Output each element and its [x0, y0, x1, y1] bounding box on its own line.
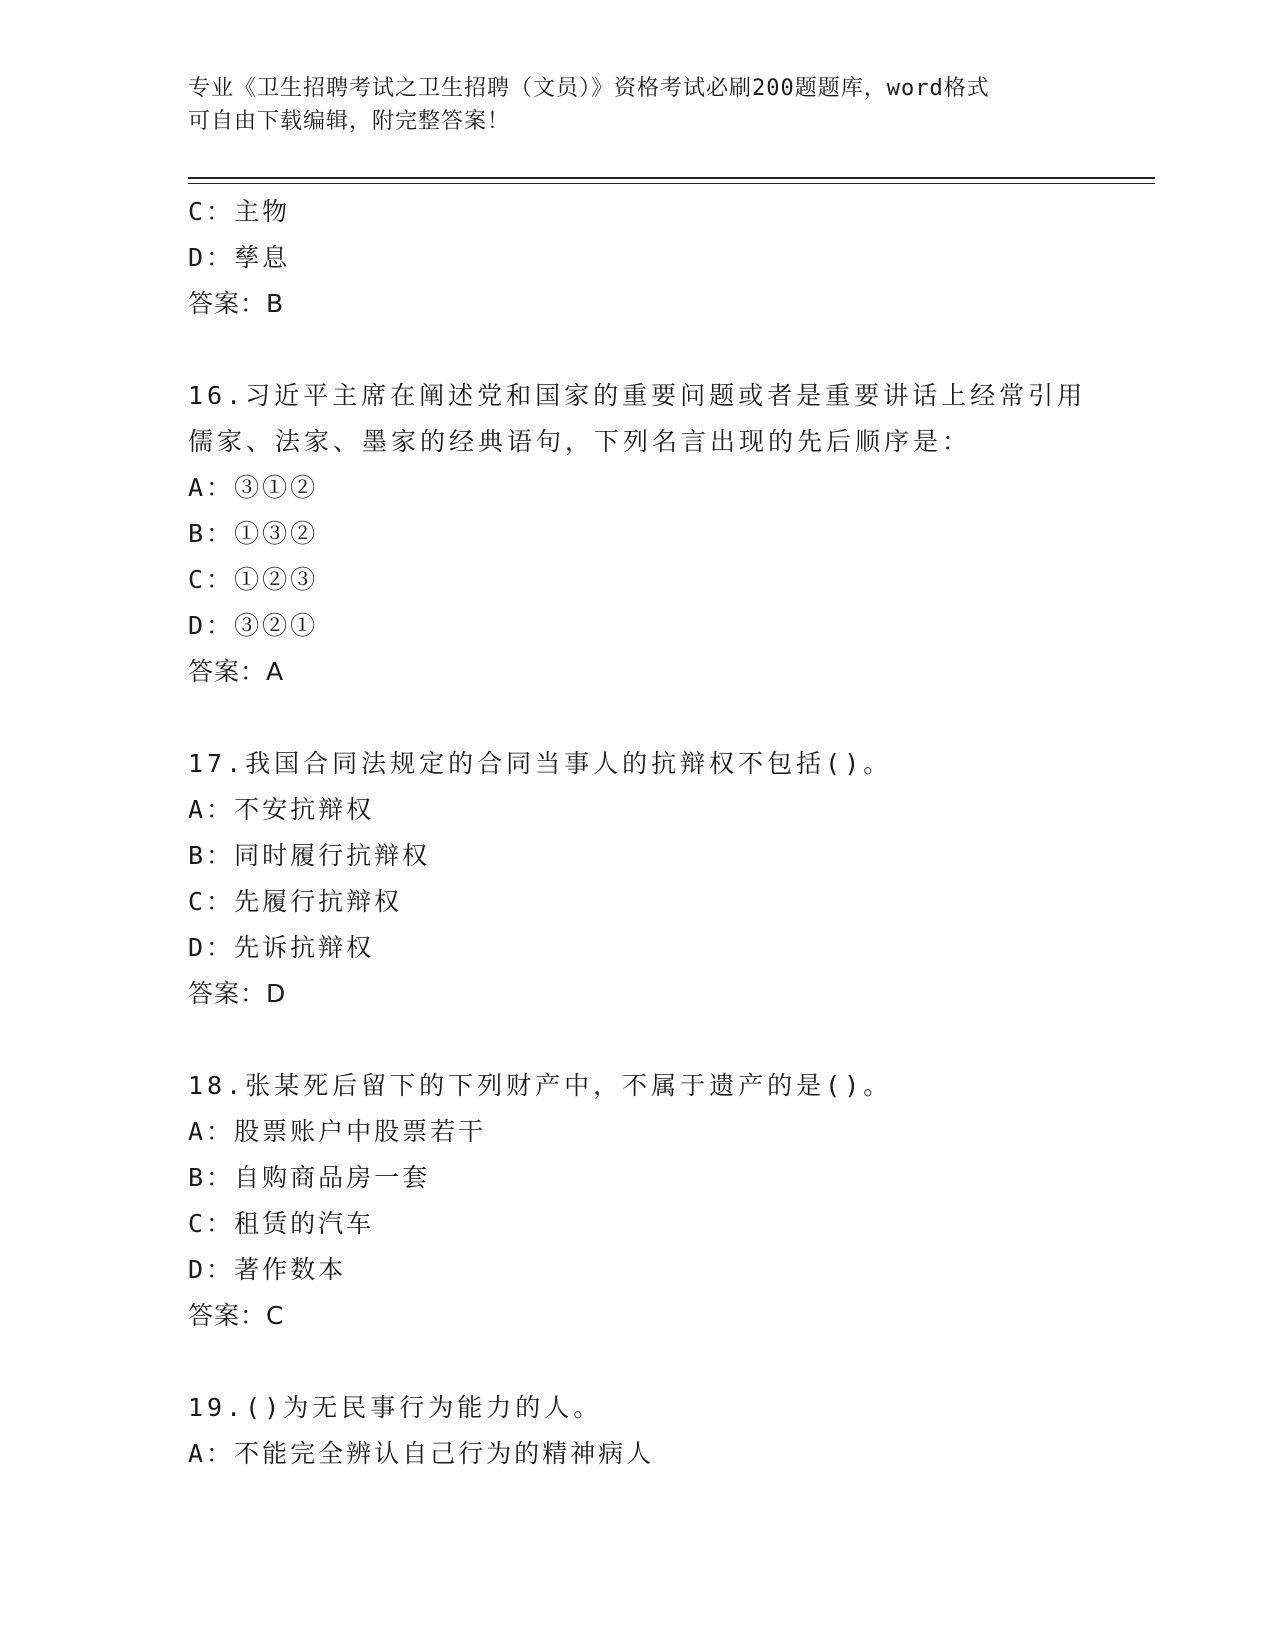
option-d	[188, 1247, 1118, 1293]
spacer	[188, 695, 1118, 741]
option-label: D：	[188, 933, 235, 962]
option-text: ①②③	[234, 565, 319, 594]
option-text: 租赁的汽车	[234, 1209, 375, 1238]
option-label: B：	[188, 519, 235, 548]
answer-line: 答案：B	[188, 289, 285, 318]
option-text: ③②①	[234, 611, 319, 640]
header-title-line-1: 专业《卫生招聘考试之卫生招聘（文员）》资格考试必刷200题题库，word格式	[188, 76, 990, 101]
option-d	[188, 603, 1118, 649]
question-stem: 17.我国合同法规定的合同当事人的抗辩权不包括()。	[188, 749, 893, 778]
option-text: 同时履行抗辩权	[234, 841, 431, 870]
option-text: 主物	[234, 197, 291, 226]
option-text: 不安抗辩权	[234, 795, 375, 824]
spacer	[188, 1339, 1118, 1385]
question-18	[188, 1063, 1118, 1339]
option-c	[188, 879, 1118, 925]
option-a	[188, 465, 1118, 511]
option-label: A：	[188, 1439, 235, 1468]
option-label: A：	[188, 1117, 235, 1146]
option-label: A：	[188, 795, 235, 824]
option-text: 股票账户中股票若干	[234, 1117, 487, 1146]
option-text: 先诉抗辩权	[234, 933, 375, 962]
option-text: ③①②	[234, 473, 319, 502]
question-stem: 19.()为无民事行为能力的人。	[188, 1393, 603, 1422]
option-b	[188, 511, 1118, 557]
option-a	[188, 1431, 1118, 1477]
option-a	[188, 1109, 1118, 1155]
answer-line: 答案：A	[188, 657, 285, 686]
spacer	[188, 1017, 1118, 1063]
header-divider	[188, 177, 1155, 184]
question-16	[188, 373, 1118, 695]
document-header	[188, 72, 1068, 138]
question-17	[188, 741, 1118, 1017]
option-label: B：	[188, 841, 235, 870]
option-label: C：	[188, 197, 235, 226]
option-label: A：	[188, 473, 235, 502]
question-15-continued	[188, 189, 1118, 327]
option-d	[188, 925, 1118, 971]
option-a	[188, 787, 1118, 833]
option-text: 孳息	[234, 243, 291, 272]
option-label: D：	[188, 243, 235, 272]
option-label: D：	[188, 611, 235, 640]
option-b	[188, 1155, 1118, 1201]
question-stem: 16.习近平主席在阐述党和国家的重要问题或者是重要讲话上经常引用儒家、法家、墨家的经典语句，下列名言出现的先后顺序是：	[188, 381, 1087, 456]
option-label: C：	[188, 565, 235, 594]
option-c	[188, 189, 1118, 235]
option-d	[188, 235, 1118, 281]
question-19	[188, 1385, 1118, 1477]
option-text: 先履行抗辩权	[234, 887, 403, 916]
option-label: D：	[188, 1255, 235, 1284]
answer-line: 答案：D	[188, 979, 287, 1008]
option-label: C：	[188, 887, 235, 916]
option-text: 自购商品房一套	[234, 1163, 431, 1192]
option-text: ①③②	[234, 519, 319, 548]
answer-line: 答案：C	[188, 1301, 285, 1330]
question-stem: 18.张某死后留下的下列财产中，不属于遗产的是()。	[188, 1071, 893, 1100]
option-label: C：	[188, 1209, 235, 1238]
header-title-line-2: 可自由下载编辑，附完整答案！	[188, 109, 511, 134]
option-b	[188, 833, 1118, 879]
spacer	[188, 327, 1118, 373]
question-list	[188, 189, 1118, 1477]
option-c	[188, 1201, 1118, 1247]
option-text: 不能完全辨认自己行为的精神病人	[234, 1439, 655, 1468]
option-text: 著作数本	[234, 1255, 347, 1284]
option-c	[188, 557, 1118, 603]
option-label: B：	[188, 1163, 235, 1192]
